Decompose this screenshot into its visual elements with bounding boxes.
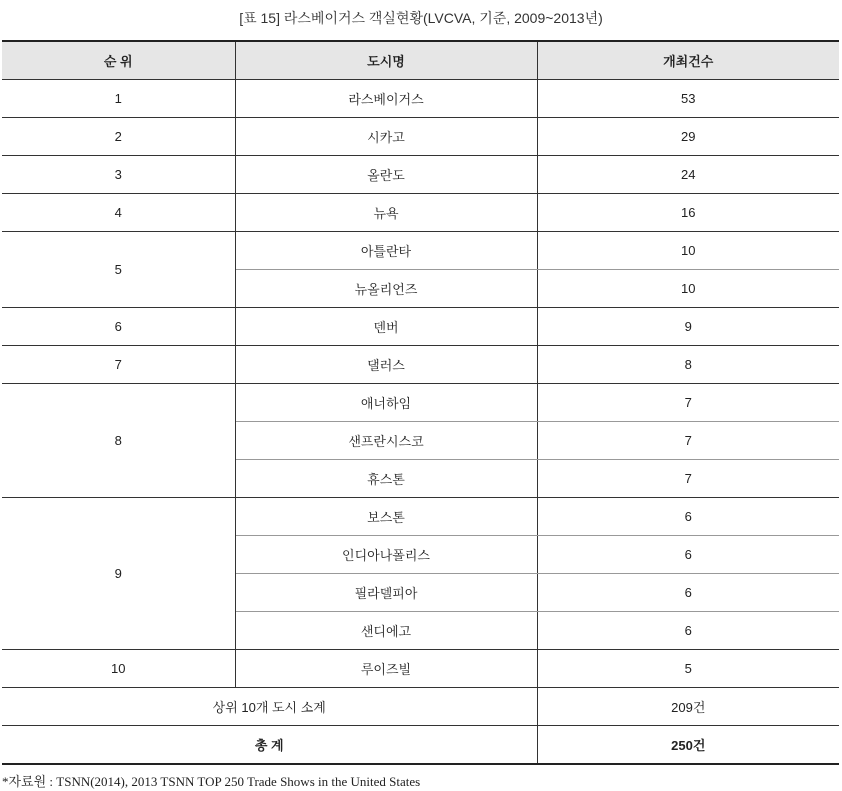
count-cell: 6 bbox=[537, 536, 839, 574]
count-cell: 53 bbox=[537, 80, 839, 118]
city-cell: 필라델피아 bbox=[235, 574, 537, 612]
city-cell: 아틀란타 bbox=[235, 232, 537, 270]
table-row bbox=[2, 384, 839, 422]
city-cell: 루이즈빌 bbox=[235, 650, 537, 688]
rank-cell: 3 bbox=[2, 156, 235, 194]
header-city: 도시명 bbox=[235, 41, 537, 80]
count-cell: 8 bbox=[537, 346, 839, 384]
count-cell: 29 bbox=[537, 118, 839, 156]
rank-cell: 6 bbox=[2, 308, 235, 346]
city-cell: 샌디에고 bbox=[235, 612, 537, 650]
trade-show-table bbox=[2, 40, 839, 765]
header-row bbox=[2, 41, 839, 80]
header-count: 개최건수 bbox=[537, 41, 839, 80]
table-row bbox=[2, 650, 839, 688]
count-cell: 6 bbox=[537, 612, 839, 650]
city-cell: 인디아나폴리스 bbox=[235, 536, 537, 574]
city-cell: 휴스톤 bbox=[235, 460, 537, 498]
city-cell: 시카고 bbox=[235, 118, 537, 156]
count-cell: 7 bbox=[537, 460, 839, 498]
city-cell: 라스베이거스 bbox=[235, 80, 537, 118]
header-rank: 순 위 bbox=[2, 41, 235, 80]
city-cell: 댈러스 bbox=[235, 346, 537, 384]
table-row bbox=[2, 80, 839, 118]
rank-cell: 7 bbox=[2, 346, 235, 384]
total-value: 250건 bbox=[537, 726, 839, 765]
table-caption: [표 15] 라스베이거스 객실현황(LVCVA, 기준, 2009~2013년) bbox=[239, 10, 603, 26]
count-cell: 10 bbox=[537, 270, 839, 308]
rank-cell: 8 bbox=[2, 384, 235, 498]
rank-cell: 9 bbox=[2, 498, 235, 650]
count-cell: 9 bbox=[537, 308, 839, 346]
count-cell: 16 bbox=[537, 194, 839, 232]
count-cell: 7 bbox=[537, 422, 839, 460]
rank-cell: 10 bbox=[2, 650, 235, 688]
subtotal-value: 209건 bbox=[537, 688, 839, 726]
table-row bbox=[2, 498, 839, 536]
table-row bbox=[2, 156, 839, 194]
count-cell: 5 bbox=[537, 650, 839, 688]
count-cell: 6 bbox=[537, 498, 839, 536]
source-note: *자료원 : TSNN(2014), 2013 TSNN TOP 250 Trade Shows in the United States bbox=[2, 774, 421, 789]
rank-cell: 4 bbox=[2, 194, 235, 232]
count-cell: 24 bbox=[537, 156, 839, 194]
table-row bbox=[2, 232, 839, 270]
city-cell: 덴버 bbox=[235, 308, 537, 346]
count-cell: 7 bbox=[537, 384, 839, 422]
table-row bbox=[2, 308, 839, 346]
city-cell: 뉴올리언즈 bbox=[235, 270, 537, 308]
city-cell: 애너하임 bbox=[235, 384, 537, 422]
city-cell: 올란도 bbox=[235, 156, 537, 194]
rank-cell: 2 bbox=[2, 118, 235, 156]
total-row bbox=[2, 726, 839, 765]
city-cell: 뉴욕 bbox=[235, 194, 537, 232]
rank-cell: 1 bbox=[2, 80, 235, 118]
table-row bbox=[2, 194, 839, 232]
subtotal-label: 상위 10개 도시 소계 bbox=[2, 688, 537, 726]
city-cell: 보스톤 bbox=[235, 498, 537, 536]
table-row bbox=[2, 346, 839, 384]
table-row bbox=[2, 118, 839, 156]
table-body bbox=[2, 80, 839, 688]
subtotal-row bbox=[2, 688, 839, 726]
rank-cell: 5 bbox=[2, 232, 235, 308]
count-cell: 6 bbox=[537, 574, 839, 612]
city-cell: 샌프란시스코 bbox=[235, 422, 537, 460]
total-label: 총 계 bbox=[2, 726, 537, 765]
count-cell: 10 bbox=[537, 232, 839, 270]
